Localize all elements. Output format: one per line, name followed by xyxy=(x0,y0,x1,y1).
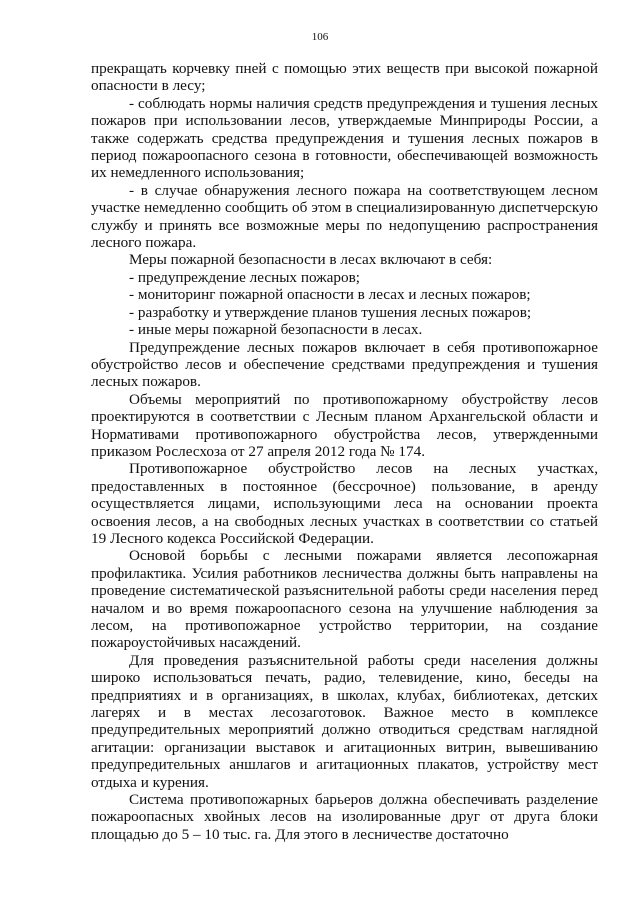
list-item-4: - иные меры пожарной безопасности в лесах. xyxy=(129,321,423,339)
paragraph-6: Объемы мероприятий по противопожарному обустройству лесов проектируются в соответствии с Лесным планом Архангельской области и Нормативами противопожарного обустройства лесов, утвержденными приказом Рослесхоза от 27 апреля 2012 года № 174. xyxy=(91,390,598,460)
paragraph-1: прекращать корчевку пней с помощью этих веществ при высокой пожарной опасности в лесу; xyxy=(91,60,598,95)
paragraph-10: Система противопожарных барьеров должна обеспечивать разделение пожароопасных хвойных лесов на изолированные друг от друга блоки площадью до 5 – 10 тыс. га. Для этого в лесничестве достаточно xyxy=(91,791,598,843)
paragraph-5: Предупреждение лесных пожаров включает в себя противопожарное обустройство лесов и обеспечение средствами предупреждения и тушения лесных пожаров. xyxy=(91,338,598,391)
paragraph-4: Меры пожарной безопасности в лесах включают в себя: xyxy=(129,251,493,269)
paragraph-2: - соблюдать нормы наличия средств предупреждения и тушения лесных пожаров при использовании лесов, утверждаемые Минприроды России, а также содержать средства предупреждения и тушения лесных пожаров в период пожароопасного сезона в готовности, обеспечивающей возможность их немедленного использования; xyxy=(91,94,598,182)
document-body xyxy=(91,60,598,843)
list-item-2: - мониторинг пожарной опасности в лесах и лесных пожаров; xyxy=(129,286,531,304)
list-item-1: - предупреждение лесных пожаров; xyxy=(129,268,360,286)
paragraph-3: - в случае обнаружения лесного пожара на соответствующем лесном участке немедленно сообщить об этом в специализированную диспетчерскую службу и принять все возможные меры по недопущению распространения лесного пожара. xyxy=(91,181,598,252)
paragraph-7: Противопожарное обустройство лесов на лесных участках, предоставленных в постоянное (бессрочное) пользование, в аренду осуществляется лицами, использующими леса на основании проекта освоения лесов, а на свободных лесных участках в соответствии со статьей 19 Лесного кодекса Российской Федерации. xyxy=(91,460,598,547)
page-number: 106 xyxy=(311,31,329,43)
paragraph-9: Для проведения разъяснительной работы среди населения должны широко использоваться печать, радио, телевидение, кино, беседы на предприятиях и в организациях, в школах, клубах, библиотеках, детских лагерях и в местах лесозаготовок. Важное место в комплексе предупредительных мероприятий должно отводиться средствам наглядной агитации: организации выставок и агитационных витрин, вывешиванию предупредительных аншлагов и агитационных плакатов, устройству мест отдыха и курения. xyxy=(91,651,598,791)
list-item-3: - разработку и утверждение планов тушения лесных пожаров; xyxy=(129,303,532,321)
paragraph-8: Основой борьбы с лесными пожарами является лесопожарная профилактика. Усилия работников лесничества должны быть направлены на проведение систематической разъяснительной работы среди населения перед началом и во время пожароопасного сезона на улучшение наблюдения за лесом, на противопожарное устройство территории, на создание пожароустойчивых насаждений. xyxy=(91,547,598,652)
